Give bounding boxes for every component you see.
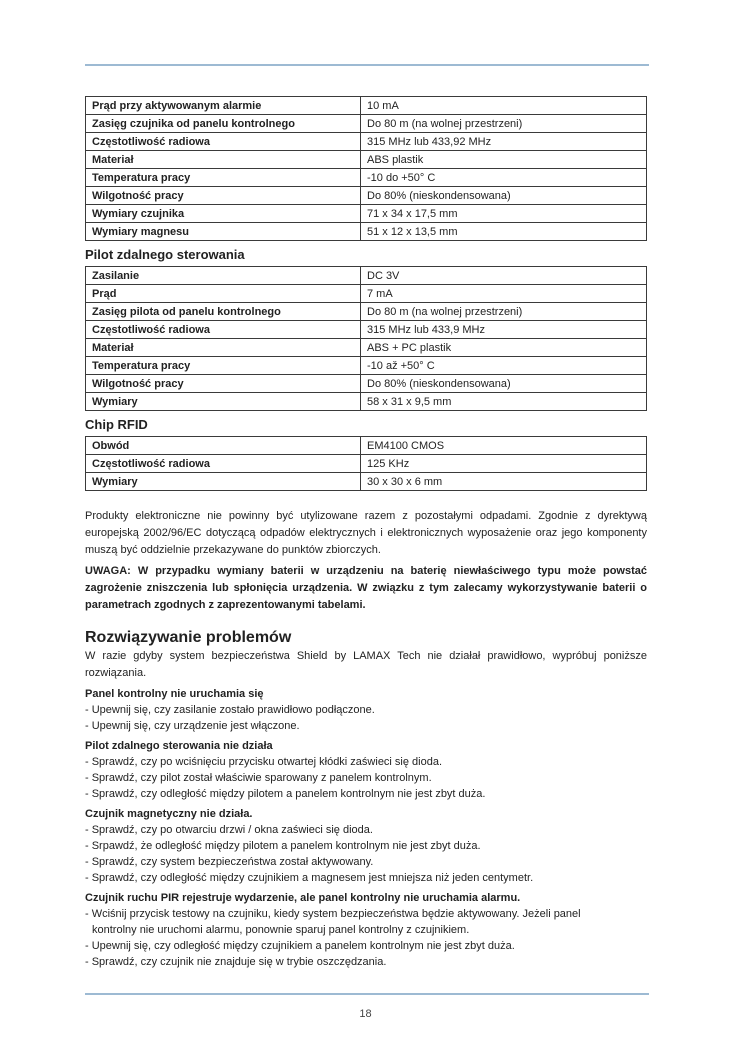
spec-value: ABS plastik — [361, 151, 647, 169]
spec-row — [86, 133, 647, 151]
rfid-section-title: Chip RFID — [85, 417, 148, 432]
spec-row — [86, 303, 647, 321]
rfid-spec-table — [85, 436, 647, 491]
spec-row — [86, 455, 647, 473]
spec-row — [86, 437, 647, 455]
troubleshooting-intro: W razie gdyby system bezpieczeństwa Shield by LAMAX Tech nie działał prawidłowo, wypróbuj poniższe rozwiązania. — [85, 650, 647, 679]
issue-line: - Sprawdź, czy czujnik nie znajduje się w trybie oszczędzania. — [85, 956, 387, 968]
spec-value: EM4100 CMOS — [361, 437, 647, 455]
spec-value: 315 MHz lub 433,9 MHz — [361, 321, 647, 339]
issue-line: - Sprawdź, czy system bezpieczeństwa został aktywowany. — [85, 856, 374, 868]
issue-title: Czujnik ruchu PIR rejestruje wydarzenie, ale panel kontrolny nie uruchamia alarmu. — [85, 892, 521, 904]
spec-value: 71 x 34 x 17,5 mm — [361, 205, 647, 223]
issue-title: Czujnik magnetyczny nie działa. — [85, 808, 253, 820]
warning-paragraph: UWAGA: W przypadku wymiany baterii w urządzeniu na baterię niewłaściwego typu może powstać zagrożenie zniszczenia lub spłonięcia urządzenia. W związku z tym zalecamy wykorzystywanie baterii o parametrach zgodnych z zaprezentowanymi tabelami. — [85, 565, 647, 611]
spec-row — [86, 339, 647, 357]
spec-value: -10 do +50° C — [361, 169, 647, 187]
spec-value: Do 80 m (na wolnej przestrzeni) — [361, 303, 647, 321]
spec-value: Do 80% (nieskondensowana) — [361, 187, 647, 205]
issue-block — [85, 806, 647, 886]
issues-list — [85, 686, 647, 970]
spec-label: Wilgotność pracy — [86, 375, 361, 393]
spec-label: Wymiary czujnika — [86, 205, 361, 223]
spec-value: 125 KHz — [361, 455, 647, 473]
spec-label: Zasięg pilota od panelu kontrolnego — [86, 303, 361, 321]
remote-section-title: Pilot zdalnego sterowania — [85, 247, 245, 262]
spec-label: Częstotliwość radiowa — [86, 133, 361, 151]
spec-value: -10 až +50° C — [361, 357, 647, 375]
spec-value: 7 mA — [361, 285, 647, 303]
issue-line: - Wciśnij przycisk testowy na czujniku, kiedy system bezpieczeństwa będzie aktywowany. Jeżeli panel — [85, 908, 581, 920]
spec-value: ABS + PC plastik — [361, 339, 647, 357]
spec-value: DC 3V — [361, 267, 647, 285]
issue-line: - Sprawdź, czy pilot został właściwie sparowany z panelem kontrolnym. — [85, 772, 432, 784]
spec-label: Wilgotność pracy — [86, 187, 361, 205]
issue-block — [85, 686, 647, 734]
spec-label: Obwód — [86, 437, 361, 455]
spec-label: Temperatura pracy — [86, 169, 361, 187]
spec-label: Materiał — [86, 151, 361, 169]
spec-value: Do 80 m (na wolnej przestrzeni) — [361, 115, 647, 133]
issue-line: - Upewnij się, czy urządzenie jest włączone. — [85, 720, 300, 732]
sensor-spec-table — [85, 96, 647, 241]
spec-value: 58 x 31 x 9,5 mm — [361, 393, 647, 411]
spec-row — [86, 223, 647, 241]
spec-value: 10 mA — [361, 97, 647, 115]
footer-rule — [85, 993, 649, 995]
spec-label: Materiał — [86, 339, 361, 357]
spec-row — [86, 393, 647, 411]
issue-title: Panel kontrolny nie uruchamia się — [85, 688, 264, 700]
issue-line: - Srpawdź, że odległość między pilotem a panelem kontrolnym nie jest zbyt duża. — [85, 840, 481, 852]
issue-title: Pilot zdalnego sterowania nie działa — [85, 740, 273, 752]
spec-row — [86, 151, 647, 169]
spec-row — [86, 321, 647, 339]
spec-label: Wymiary magnesu — [86, 223, 361, 241]
header-rule — [85, 64, 649, 66]
spec-row — [86, 267, 647, 285]
troubleshooting-heading: Rozwiązywanie problemów — [85, 629, 292, 646]
spec-label: Wymiary — [86, 473, 361, 491]
issue-line: - Sprawdź, czy po wciśnięciu przycisku otwartej kłódki zaświeci się dioda. — [85, 756, 443, 768]
spec-row — [86, 205, 647, 223]
spec-row — [86, 473, 647, 491]
spec-value: Do 80% (nieskondensowana) — [361, 375, 647, 393]
spec-row — [86, 187, 647, 205]
issue-line: kontrolny nie uruchomi alarmu, ponownie sparuj panel kontrolny z czujnikiem. — [92, 924, 470, 936]
issue-line: - Upewnij się, czy odległość między czujnikiem a panelem kontrolnym nie jest zbyt duża. — [85, 940, 515, 952]
issue-block — [85, 738, 647, 802]
spec-label: Częstotliwość radiowa — [86, 321, 361, 339]
spec-row — [86, 285, 647, 303]
page-number: 18 — [359, 1008, 372, 1020]
spec-row — [86, 375, 647, 393]
spec-label: Prąd przy aktywowanym alarmie — [86, 97, 361, 115]
spec-label: Temperatura pracy — [86, 357, 361, 375]
spec-label: Wymiary — [86, 393, 361, 411]
remote-spec-table — [85, 266, 647, 411]
spec-label: Zasięg czujnika od panelu kontrolnego — [86, 115, 361, 133]
spec-value: 51 x 12 x 13,5 mm — [361, 223, 647, 241]
spec-value: 315 MHz lub 433,92 MHz — [361, 133, 647, 151]
spec-value: 30 x 30 x 6 mm — [361, 473, 647, 491]
issue-line: - Sprawdź, czy po otwarciu drzwi / okna zaświeci się dioda. — [85, 824, 373, 836]
issue-line: - Sprawdź, czy odległość między pilotem a panelem kontrolnym nie jest zbyt duża. — [85, 788, 486, 800]
spec-row — [86, 169, 647, 187]
spec-label: Zasilanie — [86, 267, 361, 285]
page-content — [85, 96, 647, 970]
spec-label: Częstotliwość radiowa — [86, 455, 361, 473]
spec-label: Prąd — [86, 285, 361, 303]
issue-line: - Sprawdź, czy odległość między czujnikiem a magnesem jest mniejsza niż jeden centymetr. — [85, 872, 534, 884]
spec-row — [86, 97, 647, 115]
spec-row — [86, 357, 647, 375]
issue-block — [85, 890, 647, 970]
spec-row — [86, 115, 647, 133]
disposal-paragraph: Produkty elektroniczne nie powinny być utylizowane razem z pozostałymi odpadami. Zgodnie z dyrektywą europejską 2002/96/EC dotyczącą odpadów elektrycznych i elektronicznych wyposażenie oraz jego komponenty muszą być oddzielnie przekazywane do punktów zbiorczych. — [85, 510, 647, 556]
issue-line: - Upewnij się, czy zasilanie zostało prawidłowo podłączone. — [85, 704, 375, 716]
